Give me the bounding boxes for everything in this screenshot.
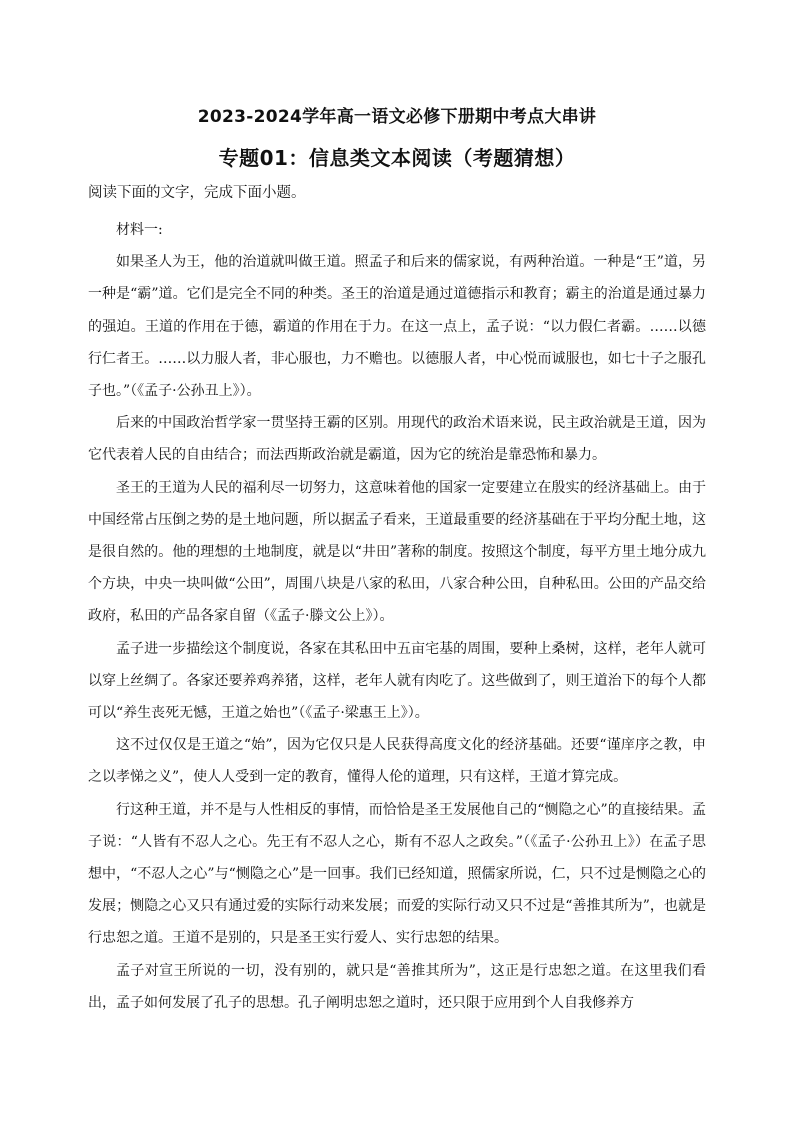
document-title: 2023-2024学年高一语文必修下册期中考点大串讲: [197, 107, 597, 127]
material-label: 材料一:: [116, 222, 163, 238]
paragraph: 这不过仅仅是王道之“始”，因为它仅只是人民获得高度文化的经济基础。还要“谨庠序之教，申之以孝悌之义”，使人人受到一定的教育，懂得人伦的道理，只有这样，王道才算完成。: [88, 737, 706, 786]
paragraph: 孟子进一步描绘这个制度说，各家在其私田中五亩宅基的周围，要种上桑树，这样，老年人就可以穿上丝绸了。各家还要养鸡养猪，这样，老年人就有肉吃了。这些做到了，则王道治下的每个人都可以“养生丧死无憾，王道之始也”（《孟子·梁惠王上》）。: [88, 640, 706, 722]
document-subtitle: 专题01：信息类文本阅读（考题猜想）: [218, 146, 576, 170]
reading-instruction: 阅读下面的文字，完成下面小题。: [88, 185, 306, 201]
paragraph: 孟子对宣王所说的一切，没有别的，就只是“善推其所为”，这正是行忠恕之道。在这里我们看出，孟子如何发展了孔子的思想。孔子阐明忠恕之道时，还只限于应用到个人自我修养方: [88, 962, 706, 1011]
paragraph: 圣王的王道为人民的福利尽一切努力，这意味着他的国家一定要建立在殷实的经济基础上。由于中国经常占压倒之势的是土地问题，所以据孟子看来，王道最重要的经济基础在于平均分配土地，这是很自然的。他的理想的土地制度，就是以“井田”著称的制度。按照这个制度，每平方里土地分成九个方块，中央一块叫做“公田”，周围八块是八家的私田，八家合种公田，自种私田。公田的产品交给政府，私田的产品各家自留（《孟子·滕文公上》）。: [88, 479, 706, 625]
paragraph: 后来的中国政治哲学家一贯坚持王霸的区别。用现代的政治术语来说，民主政治就是王道，因为它代表着人民的自由结合；而法西斯政治就是霸道，因为它的统治是靠恐怖和暴力。: [88, 415, 706, 464]
material-body: [88, 214, 706, 1019]
paragraph: 行这种王道，并不是与人性相反的事情，而恰恰是圣王发展他自己的“恻隐之心”的直接结果。孟子说：“人皆有不忍人之心。先王有不忍人之心，斯有不忍人之政矣。”（《孟子·公孙丑上》）在孟子思想中，“不忍人之心”与“恻隐之心”是一回事。我们已经知道，照儒家所说，仁，只不过是恻隐之心的发展；恻隐之心又只有通过爱的实际行动来发展；而爱的实际行动又只不过是“善推其所为”，也就是行忠恕之道。王道不是别的，只是圣王实行爱人、实行忠恕的结果。: [88, 801, 706, 947]
paragraph: 如果圣人为王，他的治道就叫做王道。照孟子和后来的儒家说，有两种治道。一种是“王”道，另一种是“霸”道。它们是完全不同的种类。圣王的治道是通过道德指示和教育；霸主的治道是通过暴力的强迫。王道的作用在于德，霸道的作用在于力。在这一点上，孟子说：“以力假仁者霸。……以德行仁者王。……以力服人者，非心服也，力不赡也。以德服人者，中心悦而诚服也，如七十子之服孔子也。”（《孟子·公孙丑上》）。: [88, 254, 706, 400]
